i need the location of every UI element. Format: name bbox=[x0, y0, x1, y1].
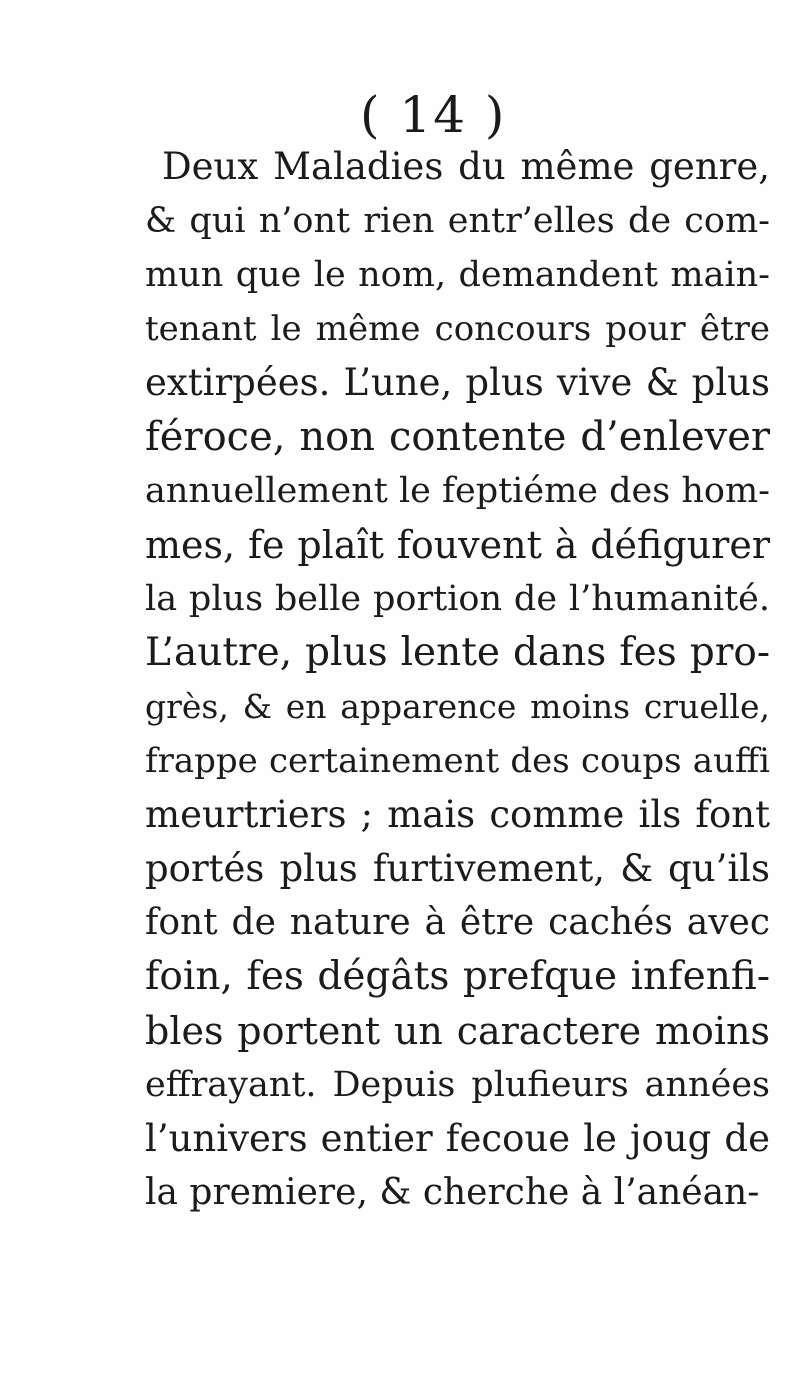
text-line: foin, fes dégâts prefque infenfi- bbox=[145, 954, 770, 999]
text-line: l’univers entier fecoue le joug de bbox=[145, 1117, 770, 1160]
text-line: la premiere, & cherche à l’anéan- bbox=[145, 1172, 760, 1213]
text-line: bles portent un caractere moins bbox=[145, 1009, 770, 1053]
body-text bbox=[145, 140, 770, 1220]
text-line: grès, & en apparence moins cruelle, bbox=[145, 687, 770, 726]
text-line: féroce, non contente d’enlever bbox=[145, 414, 770, 460]
page-number: ( 14 ) bbox=[360, 86, 507, 144]
text-line: extirpées. L’une, plus vive & plus bbox=[145, 361, 770, 404]
text-line: font de nature à être cachés avec bbox=[145, 902, 770, 943]
text-line: la plus belle portion de l’humanité. bbox=[145, 579, 770, 619]
text-line: portés plus furtivement, & qu’ils bbox=[145, 847, 770, 890]
text-line: mes, fe plaît fouvent à défigurer bbox=[145, 523, 770, 567]
text-line: frappe certainement des coups auffi bbox=[145, 741, 770, 781]
text-line: annuellement le feptiéme des hom- bbox=[145, 471, 770, 511]
text-line: L’autre, plus lente dans fes pro- bbox=[145, 630, 770, 675]
text-line: mun que le nom, demandent main- bbox=[145, 255, 770, 295]
text-line: tenant le même concours pour être bbox=[145, 309, 770, 349]
text-line: meurtriers ; mais comme ils font bbox=[145, 793, 770, 836]
text-line: effrayant. Depuis plufieurs années bbox=[145, 1065, 770, 1105]
text-line: & qui n’ont rien entr’elles de com- bbox=[145, 201, 770, 241]
text-line: Deux Maladies du même genre, bbox=[162, 145, 770, 188]
